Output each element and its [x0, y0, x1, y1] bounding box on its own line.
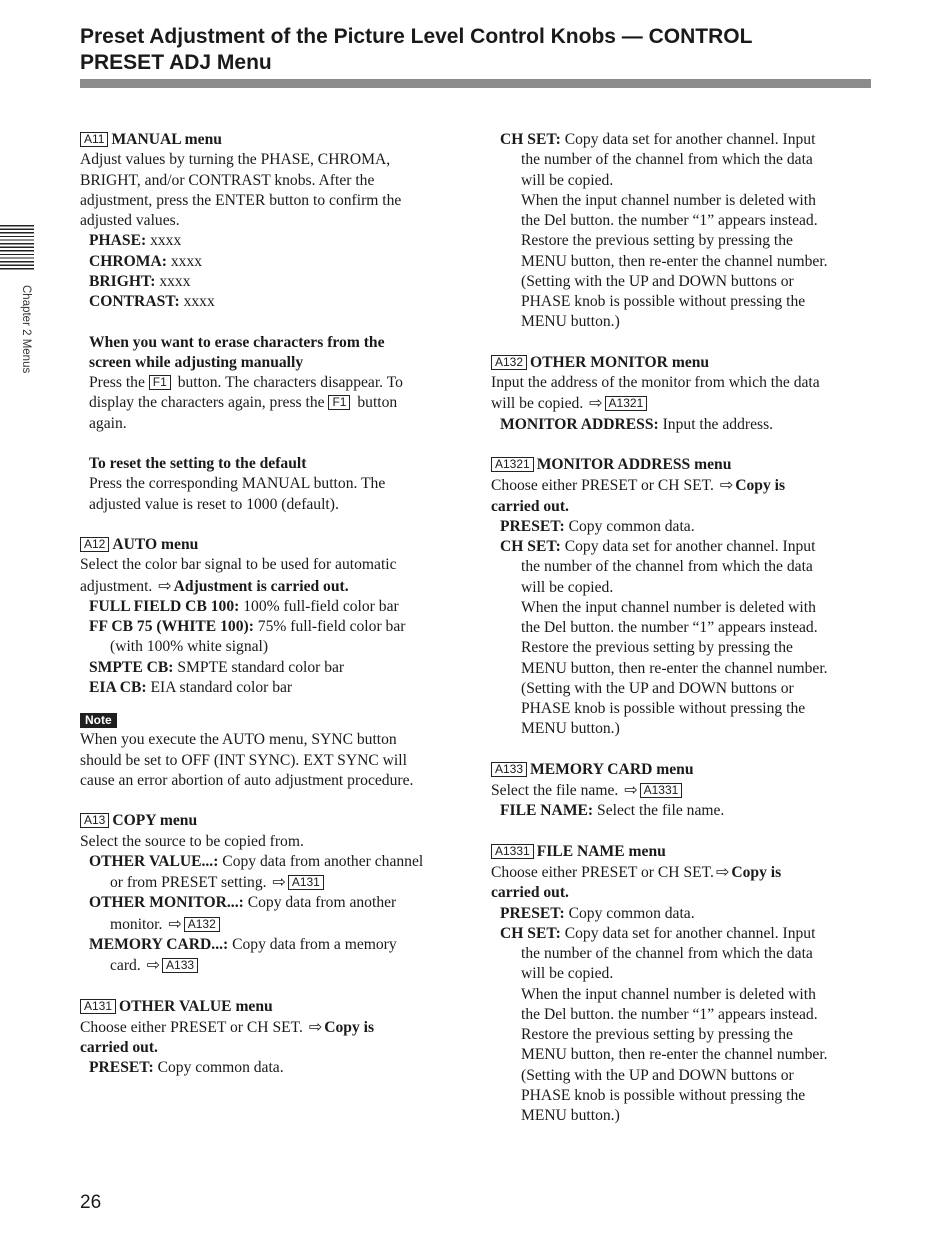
item-phase: [80, 231, 465, 251]
erase-text-line: [80, 373, 465, 393]
ch-set-line: MENU button, then re-enter the channel number.: [521, 252, 828, 270]
item-value: xxxx: [155, 272, 191, 290]
item-preset: [491, 904, 871, 924]
item-label: FULL FIELD CB 100:: [89, 597, 240, 615]
item-chroma: [80, 252, 465, 272]
menu-ref-badge: A133: [162, 958, 198, 973]
desc-line: [491, 862, 871, 883]
section-title: AUTO menu: [112, 536, 199, 553]
section-a1321-monitor-address-menu: [491, 455, 871, 740]
item-preset: [491, 517, 871, 537]
section-heading: [491, 760, 871, 780]
section-title: FILE NAME menu: [536, 842, 666, 860]
menu-code-badge: A13: [80, 813, 109, 828]
text: adjustment.: [80, 577, 157, 595]
menu-code-badge: A12: [80, 537, 109, 552]
ch-set-line: the number of the channel from which the data: [521, 151, 813, 169]
item-monitor-address: [491, 415, 871, 435]
text: Choose either PRESET or CH SET.: [491, 477, 718, 495]
note-badge: Note: [80, 713, 117, 728]
item-memory-card: [80, 935, 465, 955]
item-value: Copy data from another channel: [218, 852, 424, 870]
item-file-name: [491, 801, 871, 821]
erase-heading-line: screen while adjusting manually: [89, 353, 304, 371]
ch-set-line: PHASE knob is possible without pressing the: [521, 700, 806, 717]
result-text: carried out.: [491, 497, 569, 515]
section-heading: [80, 535, 465, 555]
item-preset: [80, 1058, 465, 1078]
menu-code-badge: A132: [491, 355, 527, 370]
ch-set-line: the number of the channel from which the data: [521, 558, 813, 576]
section-title: COPY menu: [112, 812, 198, 830]
item-label: PRESET:: [500, 904, 565, 922]
item-continuation: [80, 914, 465, 935]
ch-set-line: the number of the channel from which the data: [521, 945, 813, 962]
ch-set-line: the Del button. the number “1” appears instead.: [521, 619, 818, 636]
ch-set-line: MENU button.): [521, 313, 620, 331]
menu-ref-badge: A132: [184, 917, 220, 932]
section-heading: [491, 455, 871, 475]
left-column: [80, 130, 465, 1079]
item-value: Input the address.: [658, 415, 774, 433]
item-continuation: (with 100% white signal): [110, 638, 269, 656]
ch-set-line: (Setting with the UP and DOWN buttons or: [521, 272, 794, 290]
section-a131-ch-set-continued: [491, 130, 871, 333]
text: or from PRESET setting.: [110, 874, 271, 891]
item-value: xxxx: [166, 252, 203, 270]
arrow-right-icon: ⇨: [715, 862, 730, 881]
text: button. The characters disappear. To: [173, 374, 403, 391]
desc-line: [80, 1017, 465, 1038]
menu-code-badge: A131: [80, 999, 116, 1014]
arrow-right-icon: ⇨: [308, 1016, 323, 1036]
result-text: Adjustment is carried out.: [173, 577, 349, 595]
ch-set-line: (Setting with the UP and DOWN buttons or: [521, 679, 794, 697]
text: will be copied.: [491, 395, 588, 413]
menu-ref-badge: A131: [288, 875, 324, 890]
item-continuation: [80, 955, 465, 976]
text: Choose either PRESET or CH SET.: [80, 1018, 307, 1036]
item-value: Copy data set for another channel. Input: [560, 924, 816, 942]
ch-set-line: MENU button, then re-enter the channel number.: [521, 659, 828, 677]
result-text: carried out.: [80, 1039, 158, 1056]
item-value: Copy data from a memory: [228, 935, 397, 953]
arrow-right-icon: ⇨: [168, 913, 182, 933]
item-value: 100% full-field color bar: [239, 597, 399, 615]
result-text: Copy is: [735, 477, 786, 495]
ch-set-line: Restore the previous setting by pressing the: [521, 639, 793, 657]
note-text-line: cause an error abortion of auto adjustment procedure.: [80, 771, 414, 789]
item-bright: [80, 272, 465, 292]
item-ch-set: [491, 130, 871, 150]
item-value: EIA standard color bar: [146, 678, 293, 696]
result-text: carried out.: [491, 884, 569, 902]
item-value: 75% full-field color bar: [253, 618, 406, 635]
chapter-tab-stripes: [0, 225, 34, 271]
menu-code-badge: A11: [80, 132, 108, 147]
item-full-field-cb100: [80, 597, 465, 617]
item-contrast: [80, 292, 465, 312]
item-label: EIA CB:: [89, 678, 147, 696]
item-label: OTHER VALUE...:: [89, 852, 219, 870]
item-label: MONITOR ADDRESS:: [500, 415, 659, 433]
ch-set-line: (Setting with the UP and DOWN buttons or: [521, 1066, 794, 1084]
desc-line: Adjust values by turning the PHASE, CHROMA,: [80, 151, 391, 169]
item-smpte-cb: [80, 658, 465, 678]
item-value: Copy data from another: [243, 894, 397, 912]
item-value: SMPTE standard color bar: [173, 658, 345, 676]
arrow-right-icon: ⇨: [589, 393, 603, 413]
ch-set-line: the Del button. the number “1” appears instead.: [521, 212, 818, 229]
item-label: CONTRAST:: [89, 293, 180, 310]
desc-line: [80, 576, 465, 597]
section-heading: [80, 130, 465, 150]
desc-line: [491, 780, 871, 801]
section-a1331-file-name-menu: [491, 842, 871, 1127]
ch-set-line: Restore the previous setting by pressing the: [521, 1026, 793, 1043]
item-ch-set: [491, 537, 871, 557]
item-label: CH SET:: [500, 924, 561, 942]
item-label: CH SET:: [500, 131, 561, 148]
ch-set-line: PHASE knob is possible without pressing the: [521, 293, 806, 310]
text: display the characters again, press the: [89, 394, 329, 412]
title-rule: [80, 79, 871, 88]
menu-code-badge: A1321: [491, 457, 534, 472]
text: monitor.: [110, 915, 167, 933]
item-value: xxxx: [146, 232, 182, 250]
item-label: MEMORY CARD...:: [89, 935, 229, 953]
section-heading: [491, 842, 871, 862]
note-text-line: When you execute the AUTO menu, SYNC button: [80, 731, 397, 749]
chapter-label: Chapter 2 Menus: [20, 285, 32, 374]
text: card.: [110, 957, 145, 974]
item-value: Copy common data.: [564, 904, 695, 922]
item-value: xxxx: [179, 293, 215, 310]
section-heading: [80, 997, 465, 1017]
arrow-right-icon: ⇨: [719, 475, 734, 495]
ch-set-line: When the input channel number is deleted with: [521, 598, 816, 616]
desc-line: Select the color bar signal to be used for automatic: [80, 556, 397, 574]
arrow-right-icon: ⇨: [158, 575, 172, 595]
ch-set-line: the Del button. the number “1” appears instead.: [521, 1005, 818, 1023]
section-a133-memory-card-menu: [491, 760, 871, 822]
f1-key-badge: F1: [149, 375, 171, 390]
ch-set-line: Restore the previous setting by pressing the: [521, 232, 793, 250]
item-label: PRESET:: [89, 1059, 154, 1077]
section-a12-auto-menu: [80, 535, 465, 791]
item-label: FILE NAME:: [500, 802, 594, 820]
ch-set-line: When the input channel number is deleted with: [521, 191, 816, 209]
ch-set-line: MENU button.): [521, 1107, 620, 1124]
item-label: OTHER MONITOR...:: [89, 894, 244, 912]
item-value: Copy data set for another channel. Input: [560, 538, 816, 555]
ch-set-line: MENU button.): [521, 720, 620, 738]
result-text: Copy is: [731, 864, 782, 881]
desc-line: Input the address of the monitor from which the data: [491, 374, 820, 391]
desc-line: adjusted values.: [80, 212, 180, 229]
arrow-right-icon: ⇨: [624, 780, 638, 799]
item-value: Copy common data.: [153, 1059, 284, 1077]
item-other-value: [80, 852, 465, 872]
item-eia-cb: [80, 678, 465, 698]
section-a131-other-value-menu: [80, 997, 465, 1079]
note-text-line: should be set to OFF (INT SYNC). EXT SYNC will: [80, 751, 407, 769]
section-title: MEMORY CARD menu: [530, 760, 694, 778]
menu-code-badge: A1331: [491, 844, 534, 859]
section-a13-copy-menu: [80, 811, 465, 976]
erase-text-line: [80, 393, 465, 413]
right-column: [491, 130, 871, 1126]
desc-line: adjustment, press the ENTER button to confirm the: [80, 191, 402, 209]
item-label: BRIGHT:: [89, 272, 156, 290]
section-heading: [80, 811, 465, 831]
menu-ref-badge: A1331: [640, 783, 683, 798]
result-text: Copy is: [324, 1018, 375, 1036]
item-label: FF CB 75 (WHITE 100):: [89, 618, 254, 635]
menu-code-badge: A133: [491, 762, 527, 777]
ch-set-line: will be copied.: [521, 171, 614, 189]
text: Press the: [89, 374, 149, 391]
item-ff-cb75: [80, 617, 465, 637]
section-title: MANUAL menu: [111, 131, 222, 148]
ch-set-line: will be copied.: [521, 965, 614, 983]
erase-text-line: again.: [89, 414, 127, 432]
ch-set-line: will be copied.: [521, 578, 614, 596]
text: Choose either PRESET or CH SET.: [491, 864, 714, 881]
desc-line: [491, 393, 871, 414]
page-title: [80, 24, 870, 76]
page-number: 26: [80, 1192, 102, 1213]
item-label: PHASE:: [89, 232, 147, 250]
item-other-monitor: [80, 893, 465, 913]
reset-text-line: adjusted value is reset to 1000 (default).: [89, 495, 339, 513]
page-title-line-2: PRESET ADJ Menu: [80, 51, 272, 74]
ch-set-line: PHASE knob is possible without pressing the: [521, 1086, 806, 1104]
text: Select the file name.: [491, 782, 623, 799]
desc-line: BRIGHT, and/or CONTRAST knobs. After the: [80, 171, 375, 189]
section-a132-other-monitor-menu: [491, 353, 871, 435]
text: button: [353, 394, 398, 412]
f1-key-badge: F1: [328, 395, 350, 410]
item-label: SMPTE CB:: [89, 658, 174, 676]
page-title-line-1: Preset Adjustment of the Picture Level Control Knobs — CONTROL: [80, 25, 753, 48]
item-value: Copy common data.: [564, 517, 695, 535]
item-label: CHROMA:: [89, 252, 167, 270]
desc-line: Select the source to be copied from.: [80, 832, 304, 850]
item-ch-set: [491, 924, 871, 944]
section-heading: [491, 353, 871, 373]
section-title: OTHER MONITOR menu: [530, 353, 710, 371]
ch-set-line: MENU button, then re-enter the channel number.: [521, 1046, 828, 1064]
ch-set-line: When the input channel number is deleted with: [521, 985, 816, 1003]
menu-ref-badge: A1321: [605, 396, 648, 411]
item-continuation: [80, 872, 465, 893]
arrow-right-icon: ⇨: [272, 872, 286, 891]
reset-heading: To reset the setting to the default: [89, 455, 307, 472]
section-title: OTHER VALUE menu: [119, 997, 273, 1015]
item-value: Select the file name.: [593, 802, 725, 820]
reset-text-line: Press the corresponding MANUAL button. The: [89, 475, 386, 493]
section-title: MONITOR ADDRESS menu: [536, 456, 732, 473]
section-a11-manual-menu: [80, 130, 465, 515]
erase-heading-line: When you want to erase characters from the: [89, 333, 385, 351]
desc-line: [491, 475, 871, 496]
arrow-right-icon: ⇨: [146, 955, 161, 974]
item-value: Copy data set for another channel. Input: [560, 131, 816, 148]
item-label: PRESET:: [500, 517, 565, 535]
item-label: CH SET:: [500, 538, 561, 555]
